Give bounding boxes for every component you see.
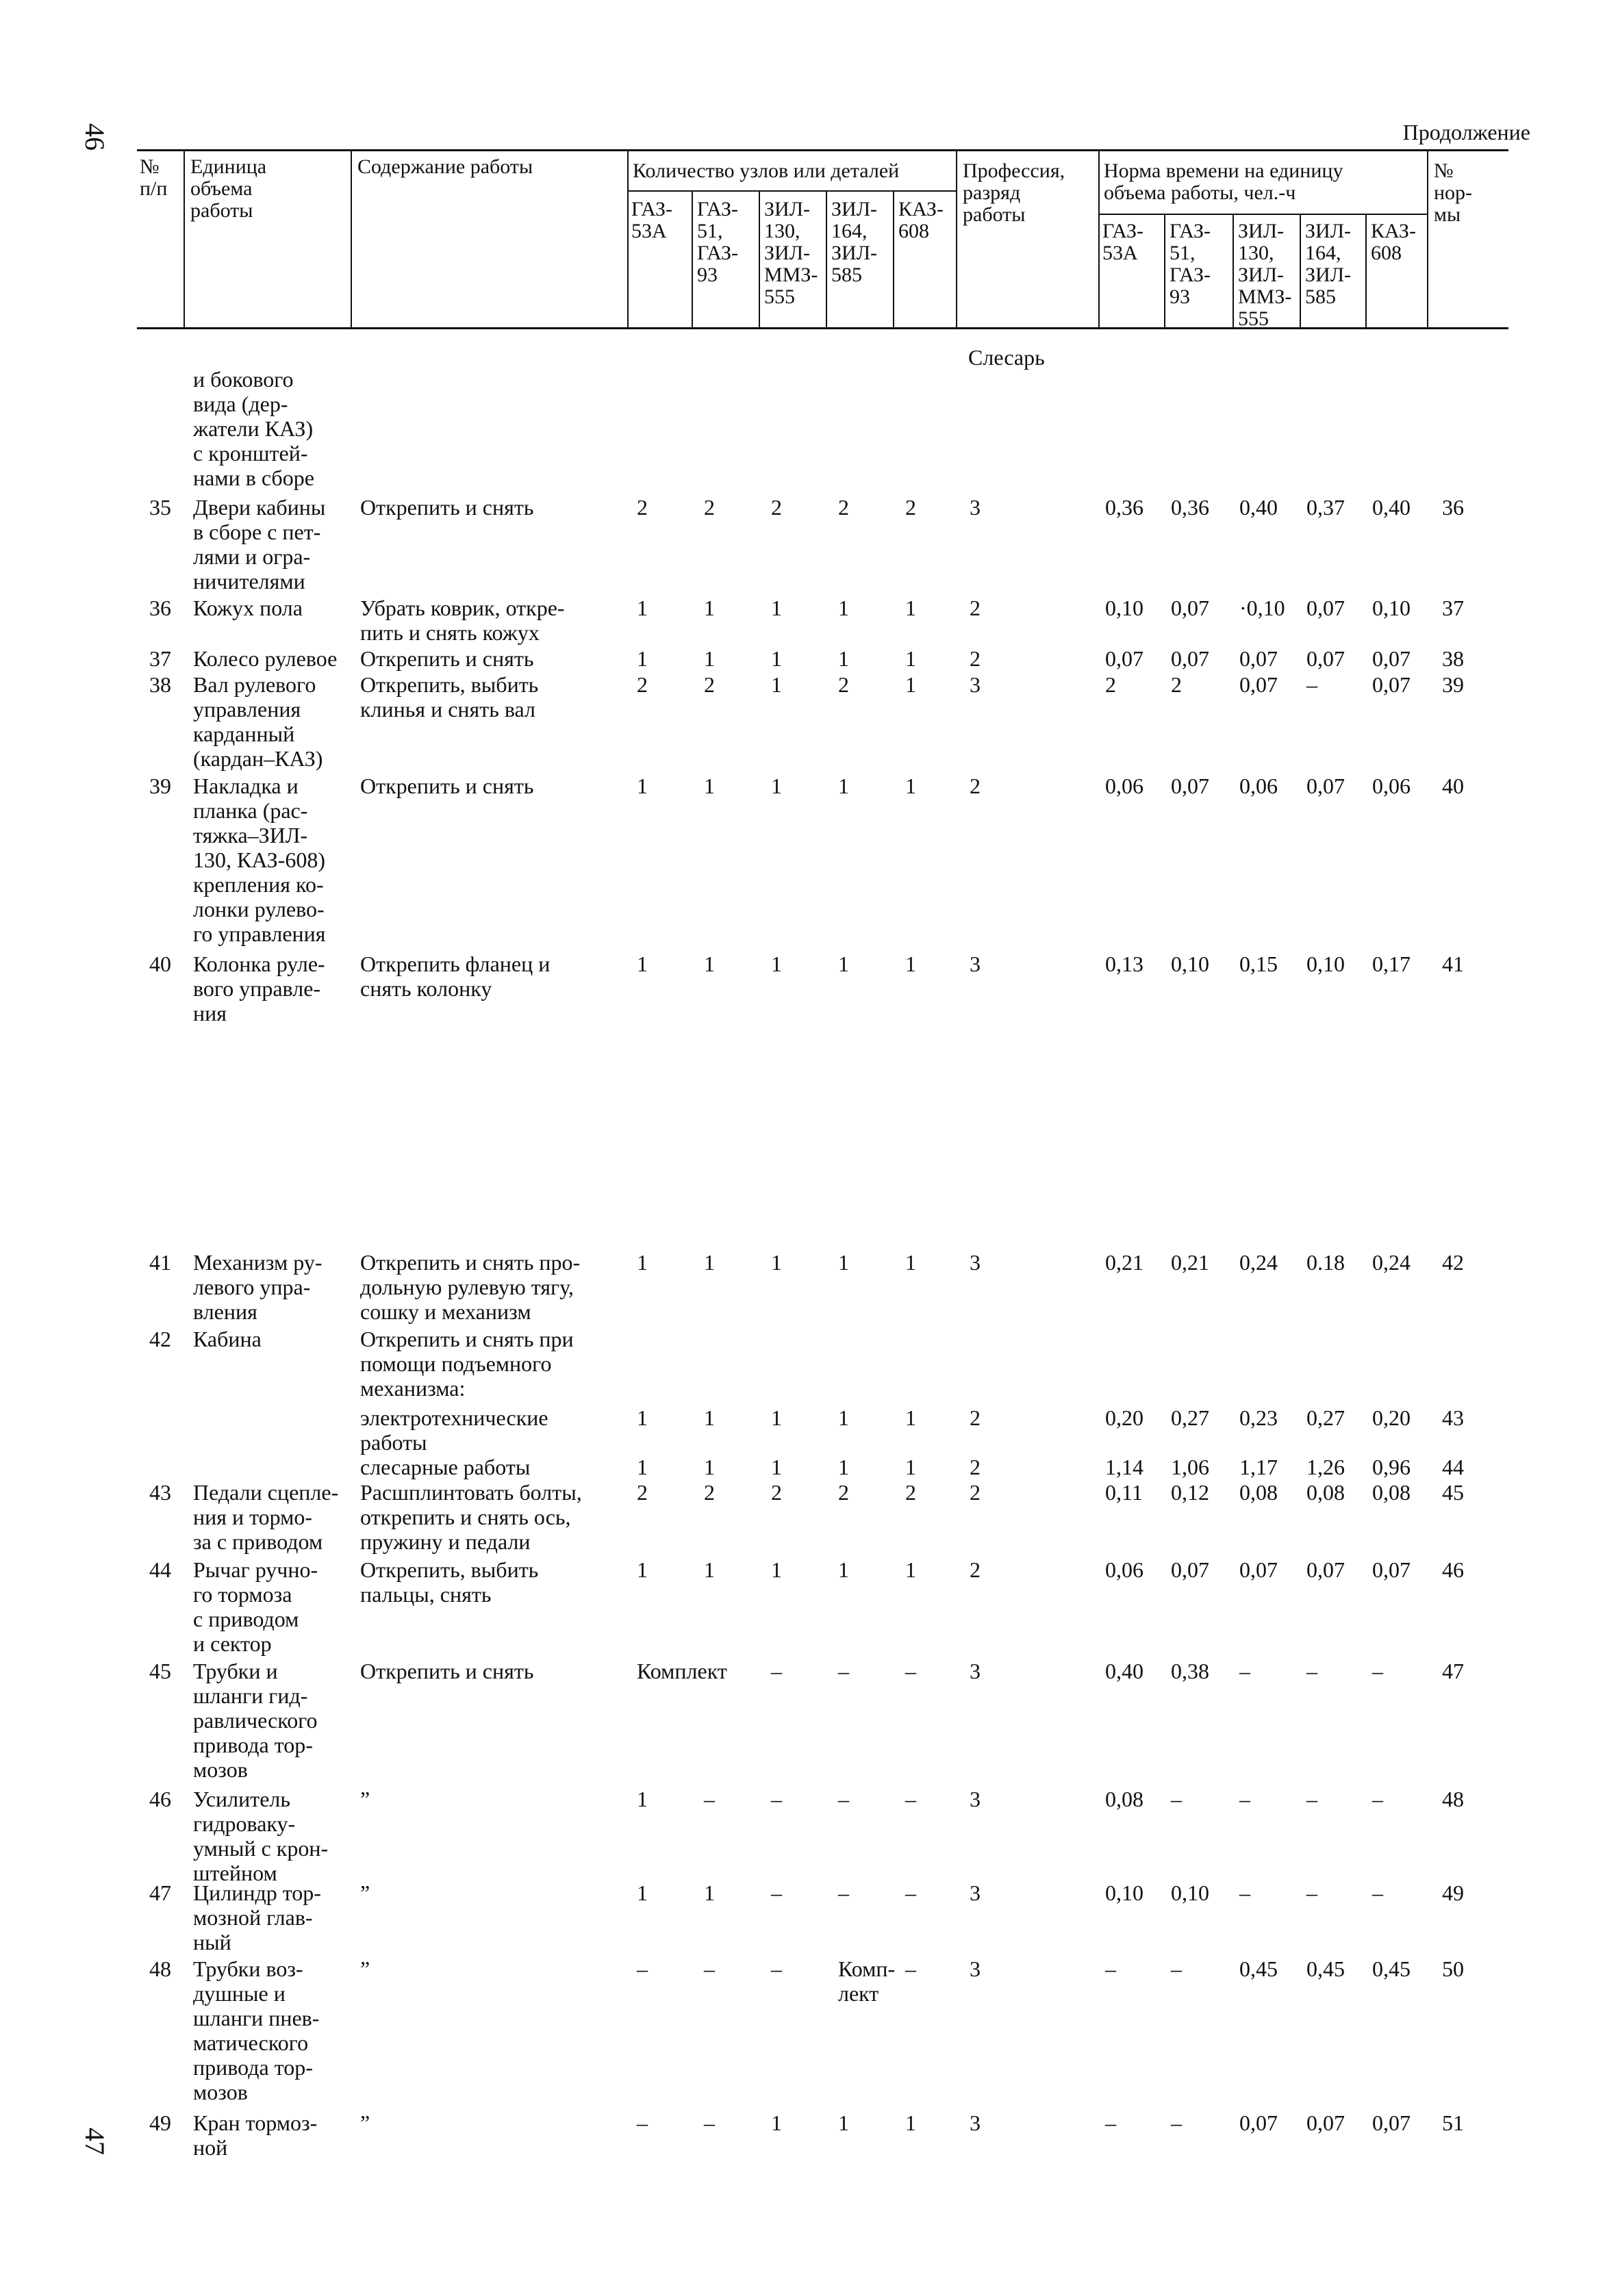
row-number: 35 xyxy=(149,495,171,520)
row-norm: 0,08 xyxy=(1105,1787,1143,1811)
row-norm: 0,37 xyxy=(1306,495,1345,520)
header-qty-model: ЗИЛ- 164, ЗИЛ- 585 xyxy=(831,198,878,286)
row-profession: 3 xyxy=(970,1659,981,1683)
row-norm: 0,23 xyxy=(1239,1405,1278,1430)
row-qty: 1 xyxy=(637,1455,648,1479)
row-norm: 0,07 xyxy=(1171,1557,1209,1582)
row-qty: – xyxy=(771,1787,782,1811)
row-content: Открепить и снять xyxy=(360,495,534,520)
row-number: 49 xyxy=(149,2110,171,2135)
col-divider xyxy=(893,190,894,327)
row-norm: 0,06 xyxy=(1239,774,1278,798)
row-norm: 0,11 xyxy=(1105,1480,1143,1505)
norm-subheader-rule xyxy=(1098,214,1427,215)
row-norm: 0,07 xyxy=(1306,646,1345,671)
row-unit: Накладка и планка (рас- тяжка–ЗИЛ- 130, КАЗ-608) крепления ко- лонки рулево- го управления xyxy=(193,774,326,946)
row-norm: – xyxy=(1306,1787,1317,1811)
row-qty: 1 xyxy=(771,646,782,671)
row-profession: 2 xyxy=(970,646,981,671)
row-norm: 0,17 xyxy=(1372,952,1411,976)
row-content: Открепить и снять при помощи подъемного механизма: xyxy=(360,1327,574,1401)
row-norm: 0,24 xyxy=(1239,1250,1278,1275)
row-norm: 0,36 xyxy=(1171,495,1209,520)
row-content: Расшплинтовать болты, открепить и снять ось, пружину и педали xyxy=(360,1480,582,1554)
row-norm: 0,07 xyxy=(1372,2110,1411,2135)
row-norm-number: 43 xyxy=(1442,1405,1464,1430)
row-qty: 1 xyxy=(637,1880,648,1905)
row-qty: 2 xyxy=(905,495,916,520)
row-norm: 0,07 xyxy=(1306,596,1345,620)
row-norm: 0,40 xyxy=(1239,495,1278,520)
row-content: слесарные работы xyxy=(360,1455,531,1479)
row-norm: 0,08 xyxy=(1372,1480,1411,1505)
col-divider xyxy=(759,190,760,327)
row-unit: Двери кабины в сборе с пет- лями и огра- ничителями xyxy=(193,495,326,594)
row-qty: Комп- лект xyxy=(838,1956,896,2006)
row-qty: – xyxy=(637,1956,648,1981)
row-norm: – xyxy=(1105,1956,1116,1981)
row-norm: 0,07 xyxy=(1105,646,1143,671)
row-unit: Усилитель гидроваку- умный с крон- штейном xyxy=(193,1787,329,1885)
row-unit: Вал рулевого управления карданный (кардан–КАЗ) xyxy=(193,672,323,771)
row-unit: Кран тормоз- ной xyxy=(193,2110,318,2160)
row-norm: 1,06 xyxy=(1171,1455,1209,1479)
row-number: 38 xyxy=(149,672,171,697)
row-qty: 1 xyxy=(838,2110,849,2135)
row-qty: 2 xyxy=(704,1480,715,1505)
header-top-rule xyxy=(137,149,1508,151)
row-qty: 1 xyxy=(838,774,849,798)
col-divider xyxy=(1365,214,1367,327)
row-norm: – xyxy=(1239,1787,1250,1811)
row-qty: 1 xyxy=(704,1880,715,1905)
row-norm: 0,15 xyxy=(1239,952,1278,976)
row-qty: 1 xyxy=(771,1557,782,1582)
row-qty: 1 xyxy=(838,646,849,671)
col-divider xyxy=(627,149,629,327)
row-qty: 2 xyxy=(637,495,648,520)
header-norm-number: № нор- мы xyxy=(1434,160,1473,226)
row-norm: – xyxy=(1372,1787,1383,1811)
row-norm: ·0,10 xyxy=(1239,596,1285,620)
row-qty: – xyxy=(771,1880,782,1905)
row-qty: – xyxy=(838,1787,849,1811)
row-norm: 0,10 xyxy=(1105,596,1143,620)
row-norm: 0,12 xyxy=(1171,1480,1209,1505)
row-norm: 0,07 xyxy=(1306,2110,1345,2135)
row-number: 43 xyxy=(149,1480,171,1505)
row-norm: 0,45 xyxy=(1372,1956,1411,1981)
row-norm-number: 47 xyxy=(1442,1659,1464,1683)
row-qty: – xyxy=(704,1956,715,1981)
row-qty: 1 xyxy=(704,1250,715,1275)
row-qty: 2 xyxy=(905,1480,916,1505)
row-number: 45 xyxy=(149,1659,171,1683)
row-profession: 3 xyxy=(970,2110,981,2135)
row-qty: 1 xyxy=(771,672,782,697)
row-norm: 0.18 xyxy=(1306,1250,1345,1275)
page-number-top: 46 xyxy=(79,123,110,151)
row-norm: 0,07 xyxy=(1171,596,1209,620)
row-qty: 1 xyxy=(905,2110,916,2135)
row-profession: 3 xyxy=(970,672,981,697)
row-qty: 1 xyxy=(637,1250,648,1275)
row-norm: – xyxy=(1171,2110,1182,2135)
row-qty: 1 xyxy=(637,952,648,976)
row-norm: 1,14 xyxy=(1105,1455,1143,1479)
row-qty: 1 xyxy=(838,1250,849,1275)
row-qty: 1 xyxy=(704,1455,715,1479)
row-number: 47 xyxy=(149,1880,171,1905)
row-qty: 1 xyxy=(637,1557,648,1582)
row-norm: 0,20 xyxy=(1372,1405,1411,1430)
row-norm: 0,07 xyxy=(1239,672,1278,697)
row-qty: 1 xyxy=(771,2110,782,2135)
row-norm: 0,38 xyxy=(1171,1659,1209,1683)
header-norm-title: Норма времени на единицу объема работы, чел.-ч xyxy=(1104,160,1343,204)
row-qty: 1 xyxy=(905,646,916,671)
row-norm: 0,40 xyxy=(1372,495,1411,520)
row-norm: 0,06 xyxy=(1105,774,1143,798)
row-qty: 1 xyxy=(838,1557,849,1582)
row-norm-number: 48 xyxy=(1442,1787,1464,1811)
row-norm: 0,07 xyxy=(1239,646,1278,671)
row-profession: 3 xyxy=(970,1250,981,1275)
header-content: Содержание работы xyxy=(357,155,533,178)
row-qty: 1 xyxy=(637,774,648,798)
header-qty-model: ГАЗ- 51, ГАЗ- 93 xyxy=(697,198,739,286)
row-norm: – xyxy=(1372,1659,1383,1683)
row-norm: – xyxy=(1372,1880,1383,1905)
row-profession: 2 xyxy=(970,1557,981,1582)
row-unit: Кожух пола xyxy=(193,596,303,620)
col-divider xyxy=(1233,214,1234,327)
row-content: Открепить и снять xyxy=(360,774,534,798)
row-qty: 1 xyxy=(637,1787,648,1811)
row-unit: Колесо рулевое xyxy=(193,646,338,671)
header-qty-model: КАЗ- 608 xyxy=(898,198,944,242)
col-divider xyxy=(1300,214,1301,327)
header-qty-model: ГАЗ- 53А xyxy=(631,198,673,242)
row-norm: – xyxy=(1306,672,1317,697)
row-norm: 0,07 xyxy=(1306,1557,1345,1582)
header-norm-model: ГАЗ- 53А xyxy=(1102,220,1144,264)
row-qty: 2 xyxy=(838,495,849,520)
profession-note: Слесарь xyxy=(968,345,1045,370)
row-qty: – xyxy=(905,1956,916,1981)
row-norm: 0,10 xyxy=(1306,952,1345,976)
row-norm: 1,17 xyxy=(1239,1455,1278,1479)
row-qty: – xyxy=(704,1787,715,1811)
row-profession: 2 xyxy=(970,1405,981,1430)
row-norm-number: 45 xyxy=(1442,1480,1464,1505)
row-norm-number: 42 xyxy=(1442,1250,1464,1275)
row-qty: 2 xyxy=(771,495,782,520)
row-norm: 0,13 xyxy=(1105,952,1143,976)
row-qty: 1 xyxy=(905,1455,916,1479)
row-qty: – xyxy=(704,2110,715,2135)
row-qty: 2 xyxy=(838,1480,849,1505)
row-norm-number: 40 xyxy=(1442,774,1464,798)
row-profession: 3 xyxy=(970,495,981,520)
row-norm: 0,07 xyxy=(1372,672,1411,697)
row-qty: 1 xyxy=(704,1405,715,1430)
header-norm-model: ЗИЛ- 130, ЗИЛ- ММЗ- 555 xyxy=(1238,220,1292,330)
row-norm: 0,10 xyxy=(1105,1880,1143,1905)
qty-subheader-rule xyxy=(627,190,956,192)
row-norm: 0,24 xyxy=(1372,1250,1411,1275)
row-norm: 0,07 xyxy=(1239,1557,1278,1582)
header-qty-title: Количество узлов или деталей xyxy=(633,160,900,182)
row-qty: 1 xyxy=(838,1455,849,1479)
page-number-bottom: 47 xyxy=(79,2128,110,2155)
row-norm-number: 38 xyxy=(1442,646,1464,671)
row-profession: 2 xyxy=(970,596,981,620)
row-norm-number: 46 xyxy=(1442,1557,1464,1582)
row-qty: 2 xyxy=(704,495,715,520)
row-norm-number: 51 xyxy=(1442,2110,1464,2135)
row-qty: 2 xyxy=(637,672,648,697)
continuation-label: Продолжение xyxy=(1402,120,1530,144)
header-norm-model: КАЗ- 608 xyxy=(1371,220,1416,264)
row-norm: 0,07 xyxy=(1372,1557,1411,1582)
row-qty: 2 xyxy=(838,672,849,697)
header-norm-model: ГАЗ- 51, ГАЗ- 93 xyxy=(1170,220,1211,308)
row-norm: 0,45 xyxy=(1239,1956,1278,1981)
row-content: Открепить, выбить клинья и снять вал xyxy=(360,672,539,722)
row-norm: 0,21 xyxy=(1171,1250,1209,1275)
row-unit: Рычаг ручно- го тормоза с приводом и сектор xyxy=(193,1557,318,1656)
row-norm: 0,10 xyxy=(1171,1880,1209,1905)
row-qty: 1 xyxy=(771,1455,782,1479)
col-divider xyxy=(956,149,957,327)
row-number: 40 xyxy=(149,952,171,976)
row-norm: – xyxy=(1105,2110,1116,2135)
row-unit: Механизм ру- левого упра- вления xyxy=(193,1250,323,1324)
col-divider xyxy=(351,149,352,327)
row-number: 46 xyxy=(149,1787,171,1811)
row-norm: 0,27 xyxy=(1306,1405,1345,1430)
row-norm: 2 xyxy=(1105,672,1116,697)
row-number: 36 xyxy=(149,596,171,620)
row-norm: 0,06 xyxy=(1105,1557,1143,1582)
row-qty: 1 xyxy=(637,646,648,671)
row-profession: 2 xyxy=(970,1480,981,1505)
row-content: Открепить и снять xyxy=(360,1659,534,1683)
row-qty: 2 xyxy=(637,1480,648,1505)
row-qty: – xyxy=(637,2110,648,2135)
row-qty: 1 xyxy=(771,1405,782,1430)
row-norm: 0,08 xyxy=(1306,1480,1345,1505)
row-norm: 0,40 xyxy=(1105,1659,1143,1683)
row-norm-number: 44 xyxy=(1442,1455,1464,1479)
row-norm: – xyxy=(1239,1659,1250,1683)
row-profession: 3 xyxy=(970,952,981,976)
row-qty: 1 xyxy=(771,596,782,620)
row-qty: 1 xyxy=(704,774,715,798)
row-profession: 3 xyxy=(970,1787,981,1811)
row-unit: Колонка руле- вого управле- ния xyxy=(193,952,325,1025)
col-divider xyxy=(692,190,693,327)
row-norm-number: 39 xyxy=(1442,672,1464,697)
header-profession: Профессия, разряд работы xyxy=(963,160,1065,226)
row-profession: 3 xyxy=(970,1880,981,1905)
row-qty: 1 xyxy=(905,596,916,620)
row-norm: 0,07 xyxy=(1306,774,1345,798)
row-qty: 1 xyxy=(838,1405,849,1430)
row-norm-number: 50 xyxy=(1442,1956,1464,1981)
row-norm: 0,20 xyxy=(1105,1405,1143,1430)
row-norm: 0,06 xyxy=(1372,774,1411,798)
row-qty: – xyxy=(905,1659,916,1683)
row-qty: 1 xyxy=(637,1405,648,1430)
row-number: 37 xyxy=(149,646,171,671)
row-unit: Трубки и шланги гид- равлического привода тор- мозов xyxy=(193,1659,318,1782)
row-content: ” xyxy=(360,1956,370,1981)
row-qty: 1 xyxy=(771,1250,782,1275)
row-number: 44 xyxy=(149,1557,171,1582)
row-qty: – xyxy=(771,1659,782,1683)
row-qty: 1 xyxy=(704,1557,715,1582)
header-num: № п/п xyxy=(140,155,168,200)
header-unit: Единица объема работы xyxy=(190,155,267,222)
row-qty: – xyxy=(905,1787,916,1811)
row-unit: Трубки воз- душные и шланги пнев- матического привода тор- мозов xyxy=(193,1956,320,2104)
row-unit: Педали сцепле- ния и тормо- за с приводом xyxy=(193,1480,339,1554)
col-divider xyxy=(1098,149,1100,327)
row-qty: 1 xyxy=(905,774,916,798)
row-norm: – xyxy=(1239,1880,1250,1905)
row-unit: Цилиндр тор- мозной глав- ный xyxy=(193,1880,321,1954)
row-norm: 0,10 xyxy=(1372,596,1411,620)
row-content: ” xyxy=(360,1880,370,1905)
row-norm-number: 36 xyxy=(1442,495,1464,520)
row-qty: 1 xyxy=(905,1557,916,1582)
row-content: Открепить, выбить пальцы, снять xyxy=(360,1557,539,1607)
row-qty: 2 xyxy=(704,672,715,697)
row-profession: 3 xyxy=(970,1956,981,1981)
row-norm: 0,96 xyxy=(1372,1455,1411,1479)
row-content: Открепить и снять xyxy=(360,646,534,671)
col-divider xyxy=(184,149,185,327)
row-unit: Кабина xyxy=(193,1327,262,1351)
row-number: 42 xyxy=(149,1327,171,1351)
row-qty: 1 xyxy=(704,646,715,671)
row-qty: 1 xyxy=(637,596,648,620)
row-qty: 1 xyxy=(704,596,715,620)
row-norm: 0,10 xyxy=(1171,952,1209,976)
row-number: 39 xyxy=(149,774,171,798)
row-norm: – xyxy=(1306,1659,1317,1683)
row-profession: 2 xyxy=(970,774,981,798)
row-norm-number: 37 xyxy=(1442,596,1464,620)
row-norm: 0,27 xyxy=(1171,1405,1209,1430)
row-norm: 0,08 xyxy=(1239,1480,1278,1505)
row-content: ” xyxy=(360,2110,370,2135)
row-qty: 1 xyxy=(771,952,782,976)
row-qty: 1 xyxy=(838,952,849,976)
row-norm: 0,45 xyxy=(1306,1956,1345,1981)
row-norm: – xyxy=(1171,1956,1182,1981)
row-qty: 1 xyxy=(905,672,916,697)
row-content: Открепить и снять про- дольную рулевую тягу, сошку и механизм xyxy=(360,1250,581,1324)
row-qty: 1 xyxy=(905,1405,916,1430)
row-content: ” xyxy=(360,1787,370,1811)
row-norm: – xyxy=(1171,1787,1182,1811)
row-qty: 1 xyxy=(704,952,715,976)
col-divider xyxy=(1427,149,1428,327)
row-norm: 2 xyxy=(1171,672,1182,697)
row-content: Убрать коврик, откре- пить и снять кожух xyxy=(360,596,565,645)
row-profession: 2 xyxy=(970,1455,981,1479)
row-number: 48 xyxy=(149,1956,171,1981)
row-norm: 0,07 xyxy=(1239,2110,1278,2135)
row-norm: 1,26 xyxy=(1306,1455,1345,1479)
row-qty: 1 xyxy=(905,952,916,976)
row-norm: 0,07 xyxy=(1171,774,1209,798)
row-qty: Комплект xyxy=(637,1659,727,1683)
row-content: Открепить фланец и снять колонку xyxy=(360,952,551,1001)
row-qty: 1 xyxy=(771,774,782,798)
row-qty: – xyxy=(905,1880,916,1905)
row-qty: 2 xyxy=(771,1480,782,1505)
row-norm: – xyxy=(1306,1880,1317,1905)
row-norm: 0,21 xyxy=(1105,1250,1143,1275)
row-qty: – xyxy=(838,1659,849,1683)
row-norm: 0,36 xyxy=(1105,495,1143,520)
col-divider xyxy=(826,190,827,327)
row-norm-number: 41 xyxy=(1442,952,1464,976)
header-qty-model: ЗИЛ- 130, ЗИЛ- ММЗ- 555 xyxy=(764,198,818,308)
header-norm-model: ЗИЛ- 164, ЗИЛ- 585 xyxy=(1305,220,1352,308)
row-content: электротехнические работы xyxy=(360,1405,548,1455)
row-norm: 0,07 xyxy=(1372,646,1411,671)
row-number: 41 xyxy=(149,1250,171,1275)
row-norm-number: 49 xyxy=(1442,1880,1464,1905)
row-qty: 1 xyxy=(905,1250,916,1275)
row-qty: 1 xyxy=(838,596,849,620)
row-unit: и бокового вида (дер- жатели КАЗ) с кронштей- нами в сборе xyxy=(193,367,314,490)
header-bottom-rule xyxy=(137,327,1508,329)
row-qty: – xyxy=(838,1880,849,1905)
col-divider xyxy=(1164,214,1165,327)
row-qty: – xyxy=(771,1956,782,1981)
row-norm: 0,07 xyxy=(1171,646,1209,671)
